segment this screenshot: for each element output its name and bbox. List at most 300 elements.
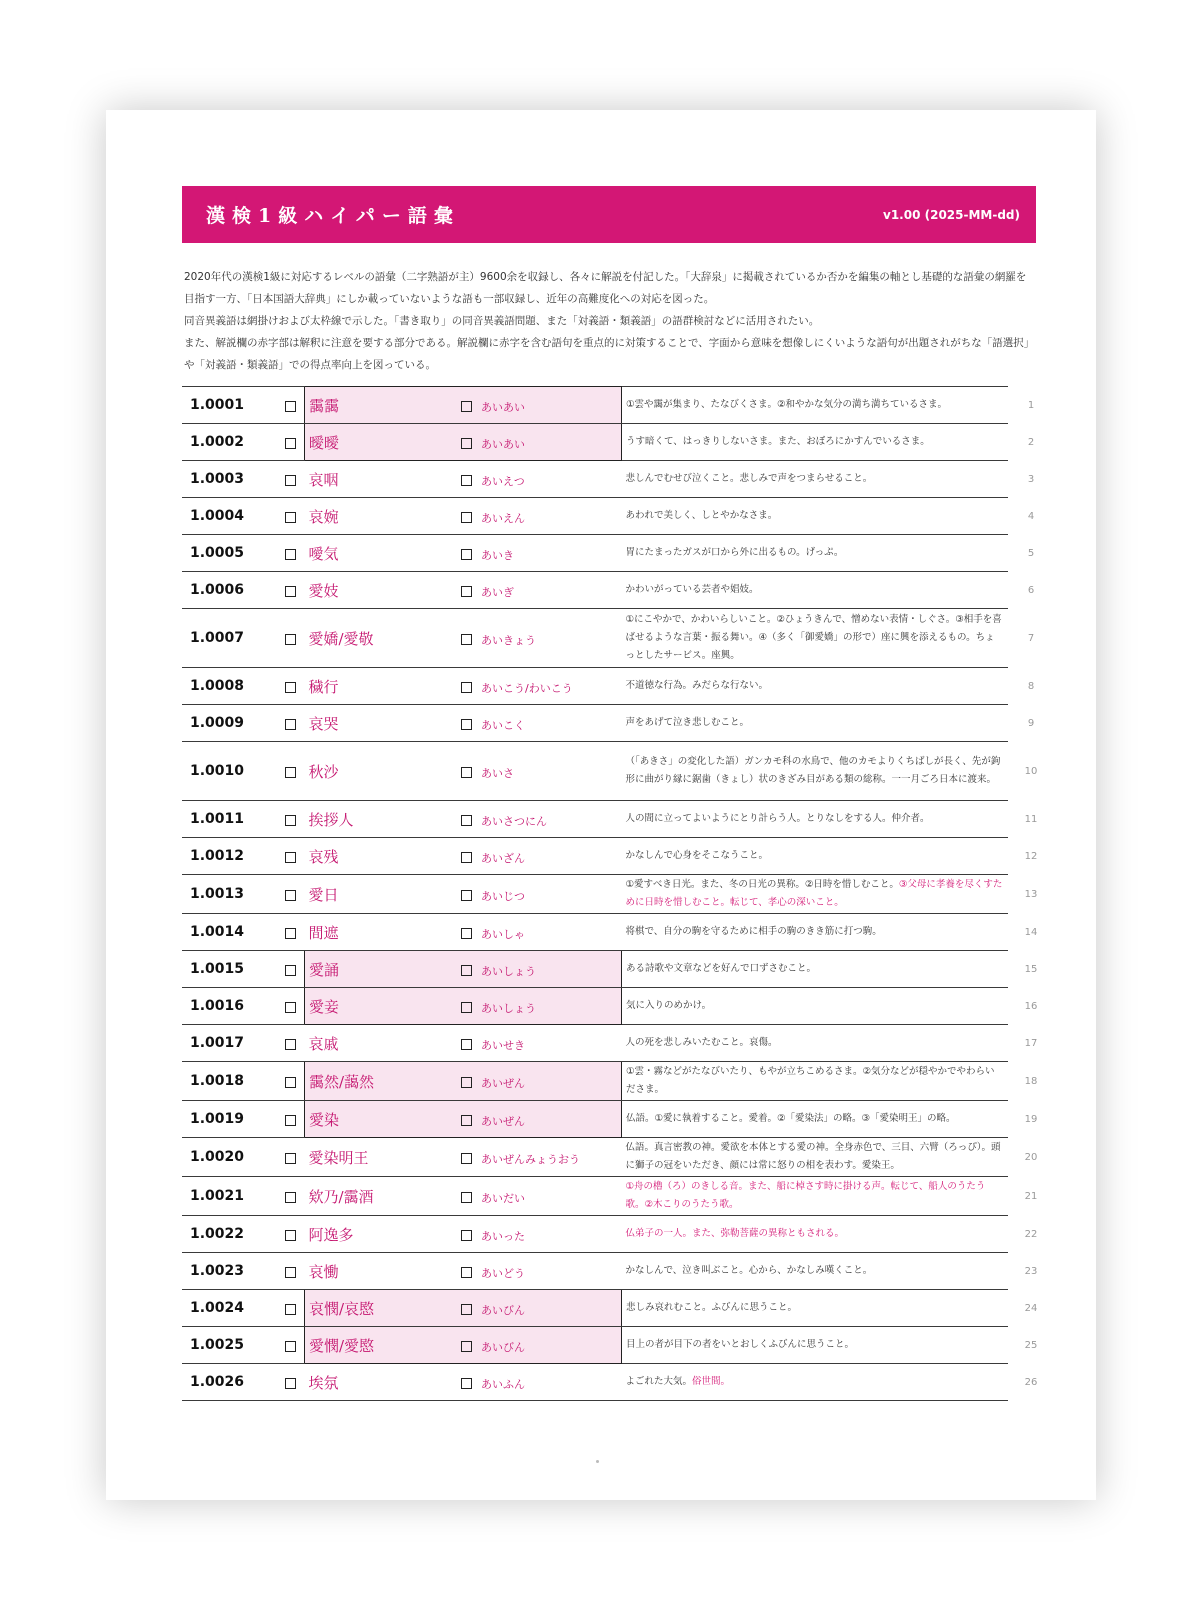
checkbox-icon[interactable]: [285, 719, 296, 730]
entry-number: 1.0022: [182, 1216, 280, 1253]
entry-number: 1.0014: [182, 914, 280, 951]
kanji-checkbox[interactable]: [280, 875, 305, 914]
reading-checkbox[interactable]: [455, 914, 481, 951]
header-bar: [182, 186, 1036, 243]
definition-text: 仏弟子の一人。また、弥勒菩薩の異称ともされる。: [625, 1228, 845, 1239]
reading-text: あいざん: [481, 851, 525, 865]
definition-cell: [622, 838, 1009, 875]
kanji-checkbox[interactable]: [280, 1138, 305, 1177]
row-index: 9: [1027, 717, 1035, 729]
reading-text: あいぜん: [481, 1076, 525, 1090]
entry-number: 1.0023: [182, 1253, 280, 1290]
definition-text: 将棋で、自分の駒を守るために相手の駒のきき筋に打つ駒。: [625, 926, 882, 937]
checkbox-icon[interactable]: [461, 1192, 472, 1203]
definition-cell: [622, 535, 1009, 572]
reading-cell: [481, 1364, 622, 1401]
kanji-word: 穢行: [308, 677, 339, 696]
reading-cell: [481, 705, 622, 742]
kanji-checkbox[interactable]: [280, 988, 305, 1025]
checkbox-icon[interactable]: [285, 1077, 296, 1088]
kanji-checkbox[interactable]: [280, 535, 305, 572]
kanji-cell: [305, 1216, 456, 1253]
definition-cell: [622, 1253, 1009, 1290]
kanji-checkbox[interactable]: [280, 951, 305, 988]
reading-cell: [481, 535, 622, 572]
row-index: 11: [1024, 813, 1038, 825]
reading-cell: [481, 424, 622, 461]
row-index: 25: [1024, 1339, 1038, 1351]
kanji-word: 愛嬌/愛敬: [308, 629, 374, 648]
checkbox-icon[interactable]: [285, 1378, 296, 1389]
reading-checkbox[interactable]: [455, 705, 481, 742]
kanji-cell: [305, 1177, 456, 1216]
entry-number: 1.0002: [182, 424, 280, 461]
checkbox-icon[interactable]: [461, 1039, 472, 1050]
definition-cell: [622, 1101, 1009, 1138]
entry-number: 1.0026: [182, 1364, 280, 1401]
definition-text: 人の間に立ってよいようにとり計らう人。とりなしをする人。仲介者。: [625, 813, 930, 824]
reading-text: あいあい: [481, 437, 525, 451]
checkbox-icon[interactable]: [461, 682, 472, 693]
kanji-cell: [305, 424, 456, 461]
definition-text: かなしんで心身をそこなうこと。: [625, 850, 769, 861]
kanji-word: 愛誦: [309, 960, 340, 979]
vocab-row: [182, 988, 1054, 1025]
kanji-cell: [305, 387, 456, 424]
reading-checkbox[interactable]: [455, 1253, 481, 1290]
entry-number: 1.0001: [182, 387, 280, 424]
checkbox-icon[interactable]: [461, 1077, 472, 1088]
checkbox-icon[interactable]: [285, 767, 296, 778]
kanji-cell: [305, 838, 456, 875]
checkbox-icon[interactable]: [461, 512, 472, 523]
kanji-word: 間遮: [308, 923, 339, 942]
definition-text: ①にこやかで、かわいらしいこと。②ひょうきんで、憎めない表情・しぐさ。③相手を喜ばせるような言葉・振る舞い。④（多く「御愛嬌」の形で）座に興を添えるもの。ちょっとしたサービス。座興。: [625, 614, 1002, 661]
reading-checkbox[interactable]: [455, 1216, 481, 1253]
row-index: 24: [1024, 1302, 1038, 1314]
checkbox-icon[interactable]: [461, 1304, 472, 1315]
checkbox-icon[interactable]: [285, 586, 296, 597]
reading-text: あいきょう: [481, 633, 536, 647]
kanji-word: 哀残: [308, 847, 339, 866]
row-index: 18: [1024, 1075, 1038, 1087]
definition-cell: [622, 387, 1009, 424]
vocab-row: [182, 742, 1054, 801]
reading-cell: [481, 742, 622, 801]
kanji-cell: [305, 1101, 456, 1138]
definition-cell: [622, 1177, 1009, 1216]
definition-text: ①雲や靄が集まり、たなびくさま。②和やかな気分の満ち満ちているさま。: [626, 399, 947, 410]
row-index: 20: [1024, 1151, 1038, 1163]
kanji-cell: [305, 668, 456, 705]
reading-checkbox[interactable]: [455, 461, 481, 498]
document-page: [106, 110, 1096, 1500]
reading-checkbox[interactable]: [455, 1327, 481, 1364]
kanji-word: 愛染明王: [308, 1148, 369, 1167]
vocab-row: [182, 1253, 1054, 1290]
definition-text: ①舟の櫓（ろ）のきしる音。また、船に棹さす時に掛ける声。転じて、船人のうたう歌。②木こりのうたう歌。: [625, 1181, 986, 1210]
checkbox-icon[interactable]: [285, 1304, 296, 1315]
reading-text: あいしゃ: [481, 927, 525, 941]
reading-text: あいこう/わいこう: [481, 681, 573, 695]
reading-checkbox[interactable]: [455, 951, 481, 988]
kanji-checkbox[interactable]: [280, 914, 305, 951]
kanji-cell: [305, 875, 456, 914]
row-index: 16: [1024, 1000, 1038, 1012]
kanji-word: 欸乃/靄酒: [308, 1187, 374, 1206]
reading-checkbox[interactable]: [455, 1290, 481, 1327]
definition-cell: [622, 1062, 1009, 1101]
entry-number: 1.0015: [182, 951, 280, 988]
kanji-checkbox[interactable]: [280, 668, 305, 705]
reading-text: あいこく: [481, 718, 525, 732]
reading-cell: [481, 875, 622, 914]
reading-checkbox[interactable]: [455, 609, 481, 668]
kanji-cell: [305, 1253, 456, 1290]
intro-line: 目指す一方、「日本国語大辞典」にしか載っていないような語も一部収録し、近年の高難度化への対応を図った。: [184, 293, 715, 305]
vocab-row: [182, 1101, 1054, 1138]
checkbox-icon[interactable]: [285, 549, 296, 560]
reading-text: あいぜん: [481, 1114, 525, 1128]
kanji-word: 哀慟: [308, 1262, 339, 1281]
kanji-word: 靄然/藹然: [309, 1072, 375, 1091]
entry-number: 1.0006: [182, 572, 280, 609]
entry-number: 1.0007: [182, 609, 280, 668]
kanji-checkbox[interactable]: [280, 838, 305, 875]
kanji-word: 挨拶人: [308, 810, 354, 829]
reading-text: あいびん: [481, 1340, 525, 1354]
entry-number: 1.0025: [182, 1327, 280, 1364]
row-index: 4: [1027, 510, 1035, 522]
kanji-checkbox[interactable]: [280, 1253, 305, 1290]
checkbox-icon[interactable]: [461, 586, 472, 597]
definition-cell: [622, 988, 1009, 1025]
intro-line: 同音異義語は網掛けおよび太枠線で示した。「書き取り」の同音異義語問題、また「対義語・類義語」の語群検討などに活用されたい。: [184, 315, 820, 327]
row-index: 12: [1024, 850, 1038, 862]
reading-cell: [481, 1138, 622, 1177]
kanji-checkbox[interactable]: [280, 1025, 305, 1062]
reading-checkbox[interactable]: [455, 1101, 481, 1138]
checkbox-icon[interactable]: [461, 1378, 472, 1389]
reading-checkbox[interactable]: [455, 988, 481, 1025]
reading-text: あいえん: [481, 511, 525, 525]
kanji-checkbox[interactable]: [280, 1290, 305, 1327]
checkbox-icon[interactable]: [285, 634, 296, 645]
definition-text: ①雲・霧などがたなびいたり、もやが立ちこめるさま。②気分などが穏やかでやわらいださま。: [626, 1066, 995, 1095]
reading-checkbox[interactable]: [455, 535, 481, 572]
vocab-row: [182, 668, 1054, 705]
kanji-cell: [305, 498, 456, 535]
row-index: 15: [1024, 963, 1038, 975]
reading-cell: [481, 1327, 622, 1364]
kanji-checkbox[interactable]: [280, 1216, 305, 1253]
kanji-cell: [305, 572, 456, 609]
row-index: 6: [1027, 584, 1035, 596]
kanji-cell: [305, 1025, 456, 1062]
definition-cell: [622, 1290, 1009, 1327]
kanji-cell: [305, 461, 456, 498]
kanji-cell: [305, 742, 456, 801]
definition-cell: [622, 1025, 1009, 1062]
checkbox-icon[interactable]: [461, 1153, 472, 1164]
entry-number: 1.0020: [182, 1138, 280, 1177]
checkbox-icon[interactable]: [461, 1230, 472, 1241]
checkbox-icon[interactable]: [285, 1341, 296, 1352]
entry-number: 1.0004: [182, 498, 280, 535]
reading-checkbox[interactable]: [455, 1025, 481, 1062]
vocab-row: [182, 387, 1054, 424]
checkbox-icon[interactable]: [285, 682, 296, 693]
kanji-checkbox[interactable]: [280, 801, 305, 838]
reading-text: あいさ: [481, 766, 514, 780]
checkbox-icon[interactable]: [285, 1267, 296, 1278]
vocab-row: [182, 424, 1054, 461]
kanji-cell: [305, 801, 456, 838]
checkbox-icon[interactable]: [461, 1267, 472, 1278]
reading-cell: [481, 1025, 622, 1062]
kanji-checkbox[interactable]: [280, 705, 305, 742]
checkbox-icon[interactable]: [285, 1039, 296, 1050]
reading-cell: [481, 988, 622, 1025]
kanji-cell: [305, 535, 456, 572]
reading-text: あいさつにん: [481, 814, 547, 828]
reading-checkbox[interactable]: [455, 572, 481, 609]
kanji-cell: [305, 705, 456, 742]
entry-number: 1.0010: [182, 742, 280, 801]
checkbox-icon[interactable]: [285, 852, 296, 863]
checkbox-icon[interactable]: [461, 852, 472, 863]
checkbox-icon[interactable]: [285, 965, 296, 976]
kanji-word: 哀婉: [308, 507, 339, 526]
entry-number: 1.0021: [182, 1177, 280, 1216]
checkbox-icon[interactable]: [461, 928, 472, 939]
reading-checkbox[interactable]: [455, 498, 481, 535]
definition-text: 不道徳な行為。みだらな行ない。: [625, 680, 769, 691]
vocab-row: [182, 705, 1054, 742]
definition-cell: [622, 1364, 1009, 1401]
checkbox-icon[interactable]: [285, 475, 296, 486]
reading-text: あいった: [481, 1229, 525, 1243]
reading-cell: [481, 387, 622, 424]
checkbox-icon[interactable]: [461, 634, 472, 645]
entry-number: 1.0019: [182, 1101, 280, 1138]
definition-cell: [622, 914, 1009, 951]
kanji-checkbox[interactable]: [280, 1101, 305, 1138]
checkbox-icon[interactable]: [461, 1115, 472, 1126]
reading-checkbox[interactable]: [455, 875, 481, 914]
checkbox-icon[interactable]: [461, 1341, 472, 1352]
checkbox-icon[interactable]: [461, 815, 472, 826]
reading-text: あいえつ: [481, 474, 525, 488]
kanji-word: 哀哭: [308, 714, 339, 733]
kanji-cell: [305, 1062, 456, 1101]
reading-cell: [481, 1290, 622, 1327]
kanji-checkbox[interactable]: [280, 742, 305, 801]
reading-checkbox[interactable]: [455, 1138, 481, 1177]
definition-cell: [622, 801, 1009, 838]
definition-cell: [622, 424, 1009, 461]
kanji-cell: [305, 1364, 456, 1401]
entry-number: 1.0008: [182, 668, 280, 705]
kanji-word: 秋沙: [308, 762, 339, 781]
kanji-word: 愛染: [309, 1110, 340, 1129]
definition-text: 目上の者が目下の者をいとおしくふびんに思うこと。: [626, 1339, 855, 1350]
vocab-row: [182, 801, 1054, 838]
kanji-word: 哀戚: [308, 1034, 339, 1053]
reading-checkbox[interactable]: [455, 742, 481, 801]
vocab-row: [182, 461, 1054, 498]
checkbox-icon[interactable]: [461, 719, 472, 730]
reading-checkbox[interactable]: [455, 1177, 481, 1216]
row-index: 7: [1027, 632, 1035, 644]
entry-number: 1.0003: [182, 461, 280, 498]
row-index: 22: [1024, 1228, 1038, 1240]
definition-text: 仏語。①愛に執着すること。愛着。②「愛染法」の略。③「愛染明王」の略。: [626, 1113, 956, 1124]
vocab-row: [182, 914, 1054, 951]
definition-text: かわいがっている芸者や娼妓。: [625, 584, 759, 595]
reading-checkbox[interactable]: [455, 801, 481, 838]
kanji-checkbox[interactable]: [280, 498, 305, 535]
vocab-row: [182, 498, 1054, 535]
row-index: 21: [1024, 1190, 1038, 1202]
reading-cell: [481, 1177, 622, 1216]
checkbox-icon[interactable]: [285, 1230, 296, 1241]
row-index: 14: [1024, 926, 1038, 938]
kanji-word: 靄靄: [309, 396, 340, 415]
kanji-checkbox[interactable]: [280, 572, 305, 609]
reading-text: あいぜんみょうおう: [481, 1152, 580, 1166]
kanji-checkbox[interactable]: [280, 1327, 305, 1364]
entry-number: 1.0024: [182, 1290, 280, 1327]
definition-cell: [622, 668, 1009, 705]
kanji-checkbox[interactable]: [280, 461, 305, 498]
checkbox-icon[interactable]: [285, 1115, 296, 1126]
definition-text: ③父母に孝養を尽くすために日時を惜しむこと。転じて、孝心の深いこと。: [625, 879, 1003, 908]
vocab-row: [182, 1062, 1054, 1101]
reading-text: あいき: [481, 548, 514, 562]
entry-number: 1.0005: [182, 535, 280, 572]
checkbox-icon[interactable]: [461, 438, 472, 449]
definition-text: 悲しみ哀れむこと。ふびんに思うこと。: [626, 1302, 798, 1313]
entry-number: 1.0011: [182, 801, 280, 838]
checkbox-icon[interactable]: [285, 928, 296, 939]
vocab-row: [182, 875, 1054, 914]
intro-line: や「対義語・類義語」での得点率向上を図っている。: [184, 359, 436, 371]
kanji-cell: [305, 988, 456, 1025]
checkbox-icon[interactable]: [461, 767, 472, 778]
checkbox-icon[interactable]: [285, 1153, 296, 1164]
checkbox-icon[interactable]: [461, 965, 472, 976]
checkbox-icon[interactable]: [285, 815, 296, 826]
kanji-word: 愛憫/愛愍: [309, 1336, 375, 1355]
reading-checkbox[interactable]: [455, 1062, 481, 1101]
kanji-checkbox[interactable]: [280, 1177, 305, 1216]
reading-checkbox[interactable]: [455, 387, 481, 424]
definition-cell: [622, 742, 1009, 801]
checkbox-icon[interactable]: [285, 512, 296, 523]
reading-cell: [481, 461, 622, 498]
checkbox-icon[interactable]: [285, 1002, 296, 1013]
vocab-row: [182, 1327, 1054, 1364]
reading-text: あいふん: [481, 1377, 525, 1391]
definition-cell: [622, 498, 1009, 535]
vocab-row: [182, 838, 1054, 875]
kanji-checkbox[interactable]: [280, 387, 305, 424]
definition-text: 俗世間。: [692, 1376, 731, 1387]
row-index: 5: [1027, 547, 1035, 559]
reading-checkbox[interactable]: [455, 1364, 481, 1401]
definition-text: ①愛すべき日光。また、冬の日光の異称。②日時を惜しむこと。: [625, 879, 899, 890]
row-index: 23: [1024, 1265, 1038, 1277]
vocab-row: [182, 609, 1054, 668]
reading-checkbox[interactable]: [455, 838, 481, 875]
vocab-table: [182, 386, 1054, 1401]
kanji-cell: [305, 951, 456, 988]
intro-line: また、解説欄の赤字部は解釈に注意を要する部分である。解説欄に赤字を含む語句を重点的に対策することで、字面から意味を想像しにくいような語句が出題されがちな「語選択」: [184, 337, 1035, 349]
reading-checkbox[interactable]: [455, 668, 481, 705]
checkbox-icon[interactable]: [285, 890, 296, 901]
kanji-checkbox[interactable]: [280, 1062, 305, 1101]
reading-text: あいせき: [481, 1038, 525, 1052]
reading-cell: [481, 1101, 622, 1138]
checkbox-icon[interactable]: [461, 549, 472, 560]
checkbox-icon[interactable]: [461, 890, 472, 901]
entry-number: 1.0009: [182, 705, 280, 742]
checkbox-icon[interactable]: [461, 1002, 472, 1013]
definition-text: 人の死を悲しみいたむこと。哀傷。: [625, 1037, 778, 1048]
kanji-checkbox[interactable]: [280, 424, 305, 461]
checkbox-icon[interactable]: [285, 438, 296, 449]
row-index: 1: [1027, 399, 1035, 411]
reading-checkbox[interactable]: [455, 424, 481, 461]
row-index: 3: [1027, 473, 1035, 485]
reading-text: あいどう: [481, 1266, 525, 1280]
row-index: 2: [1027, 436, 1035, 448]
kanji-word: 愛妾: [309, 997, 340, 1016]
definition-cell: [622, 705, 1009, 742]
vocab-row: [182, 1364, 1054, 1401]
reading-text: あいびん: [481, 1303, 525, 1317]
entry-number: 1.0012: [182, 838, 280, 875]
vocab-row: [182, 1177, 1054, 1216]
definition-cell: [622, 1327, 1009, 1364]
entry-number: 1.0018: [182, 1062, 280, 1101]
definition-text: ある詩歌や文章などを好んで口ずさむこと。: [626, 963, 817, 974]
definition-text: 胃にたまったガスが口から外に出るもの。げっぷ。: [625, 547, 844, 558]
definition-cell: [622, 461, 1009, 498]
row-index: 19: [1024, 1113, 1038, 1125]
kanji-checkbox[interactable]: [280, 1364, 305, 1401]
row-index: 10: [1024, 765, 1038, 777]
reading-text: あいしょう: [481, 1001, 536, 1015]
definition-cell: [622, 572, 1009, 609]
definition-text: あわれで美しく、しとやかなさま。: [625, 510, 778, 521]
definition-cell: [622, 609, 1009, 668]
checkbox-icon[interactable]: [285, 1192, 296, 1203]
vocab-row: [182, 535, 1054, 572]
checkbox-icon[interactable]: [285, 401, 296, 412]
kanji-checkbox[interactable]: [280, 609, 305, 668]
definition-text: うす暗くて、はっきりしないさま。また、おぼろにかすんでいるさま。: [626, 436, 930, 447]
intro-text: [184, 266, 1036, 376]
kanji-cell: [305, 609, 456, 668]
footer-dot: [596, 1460, 599, 1463]
checkbox-icon[interactable]: [461, 401, 472, 412]
reading-cell: [481, 572, 622, 609]
reading-cell: [481, 1253, 622, 1290]
checkbox-icon[interactable]: [461, 475, 472, 486]
definition-text: （「あきさ」の変化した語）ガンカモ科の水鳥で、他のカモよりくちばしが長く、先が鉤形に曲がり縁に鋸歯（きょし）状のきざみ目がある類の総称。一一月ごろ日本に渡来。: [625, 756, 1001, 785]
